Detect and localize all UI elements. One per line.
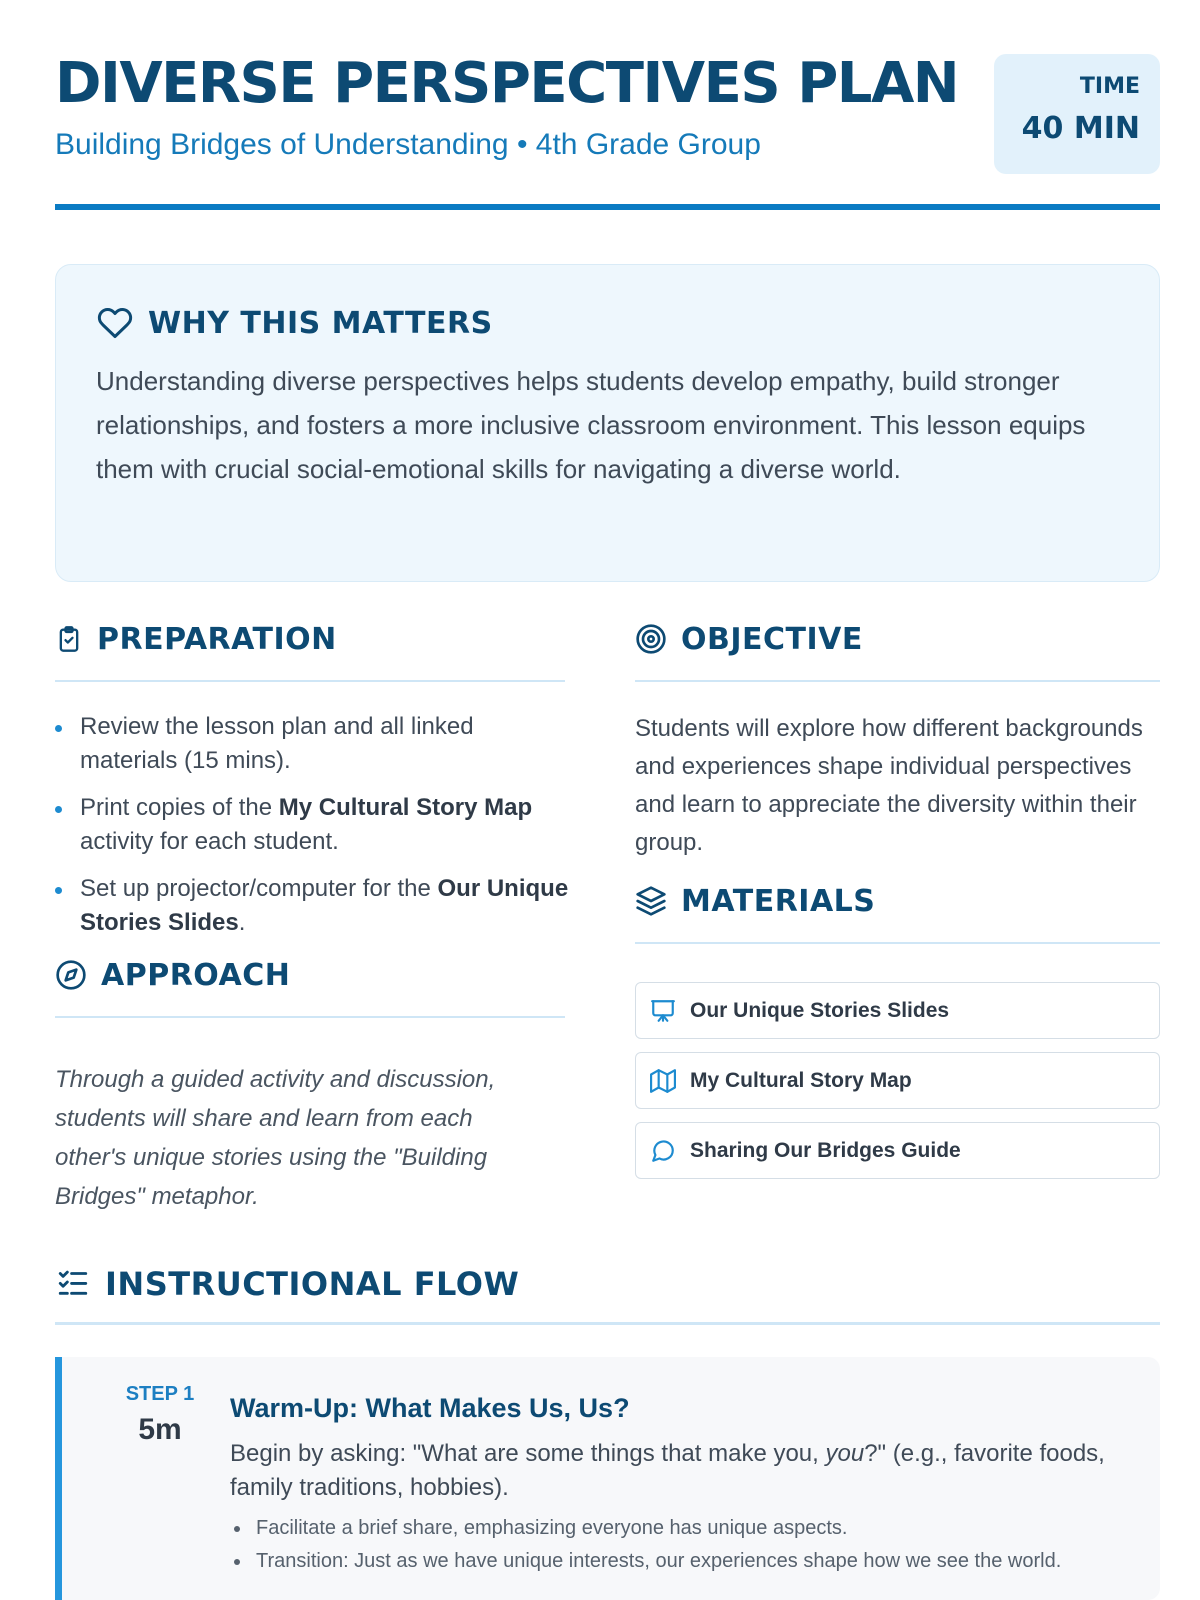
- why-body: Understanding diverse perspectives helps students develop empathy, build stronger relationships, and fosters a more inclusive classroom environment. This lesson equips them with crucial social-emotional skills for navigating a diverse world.: [96, 366, 1086, 484]
- objective-body: Students will explore how different backgrounds and experiences shape individual perspectives and learn to appreciate the diversity within their group.: [635, 715, 1143, 856]
- approach-heading: [55, 958, 565, 1018]
- why-heading-text: WHY THIS MATTERS: [148, 305, 493, 341]
- instructional-flow-heading: [55, 1265, 1160, 1325]
- materials-heading-text: MATERIALS: [681, 884, 876, 919]
- list-item: Facilitate a brief share, emphasizing everyone has unique aspects.: [230, 1512, 1150, 1545]
- instructional-flow-heading-text: INSTRUCTIONAL FLOW: [105, 1265, 520, 1303]
- step-number: STEP 1: [125, 1383, 195, 1405]
- preparation-heading: [55, 622, 565, 682]
- approach-body: Through a guided activity and discussion, students will share and learn from each other's unique stories using the "Building Bridges" metaphor.: [55, 1066, 496, 1210]
- material-link-guide[interactable]: [635, 1122, 1160, 1179]
- list-item: Review the lesson plan and all linked materials (15 mins).: [55, 710, 575, 778]
- step-bullets: [230, 1512, 1150, 1578]
- target-icon: [635, 622, 667, 656]
- heart-icon: [96, 305, 134, 341]
- preparation-heading-text: PREPARATION: [97, 622, 337, 657]
- step-duration: 5m: [138, 1413, 182, 1446]
- objective-heading-text: OBJECTIVE: [681, 622, 863, 657]
- why-heading: [96, 305, 1119, 341]
- map-icon: [650, 1068, 676, 1094]
- time-value: 40 MIN: [1021, 111, 1140, 146]
- material-label: Sharing Our Bridges Guide: [690, 1138, 961, 1162]
- materials-heading: [635, 884, 1160, 944]
- presentation-icon: [650, 998, 676, 1024]
- flow-step-card: [55, 1357, 1160, 1600]
- step-description: Begin by asking: "What are some things that make you, you?" (e.g., favorite foods, family traditions, hobbies).: [230, 1440, 1105, 1501]
- clipboard-check-icon: [55, 622, 83, 656]
- page-header: [55, 52, 1160, 210]
- page-title: DIVERSE PERSPECTIVES PLAN: [55, 51, 959, 116]
- compass-icon: [55, 958, 87, 992]
- time-badge: [994, 54, 1160, 174]
- material-link-story-map[interactable]: [635, 1052, 1160, 1109]
- list-item: Print copies of the My Cultural Story Map activity for each student.: [55, 791, 575, 859]
- layers-icon: [635, 884, 667, 918]
- objective-heading: [635, 622, 1160, 682]
- step-title: Warm-Up: What Makes Us, Us?: [230, 1393, 630, 1423]
- list-item: Transition: Just as we have unique interests, our experiences shape how we see the world.: [230, 1545, 1150, 1578]
- material-label: My Cultural Story Map: [690, 1068, 912, 1092]
- material-label: Our Unique Stories Slides: [690, 998, 950, 1022]
- why-this-matters-panel: [55, 264, 1160, 582]
- preparation-list: [55, 710, 575, 953]
- page-subtitle: Building Bridges of Understanding • 4th Grade Group: [55, 128, 761, 161]
- list-item: Set up projector/computer for the Our Unique Stories Slides.: [55, 872, 575, 940]
- chat-bubble-icon: [650, 1138, 676, 1164]
- time-label: TIME: [1079, 74, 1140, 99]
- material-link-slides[interactable]: [635, 982, 1160, 1039]
- checklist-icon: [55, 1265, 91, 1299]
- approach-heading-text: APPROACH: [101, 958, 291, 993]
